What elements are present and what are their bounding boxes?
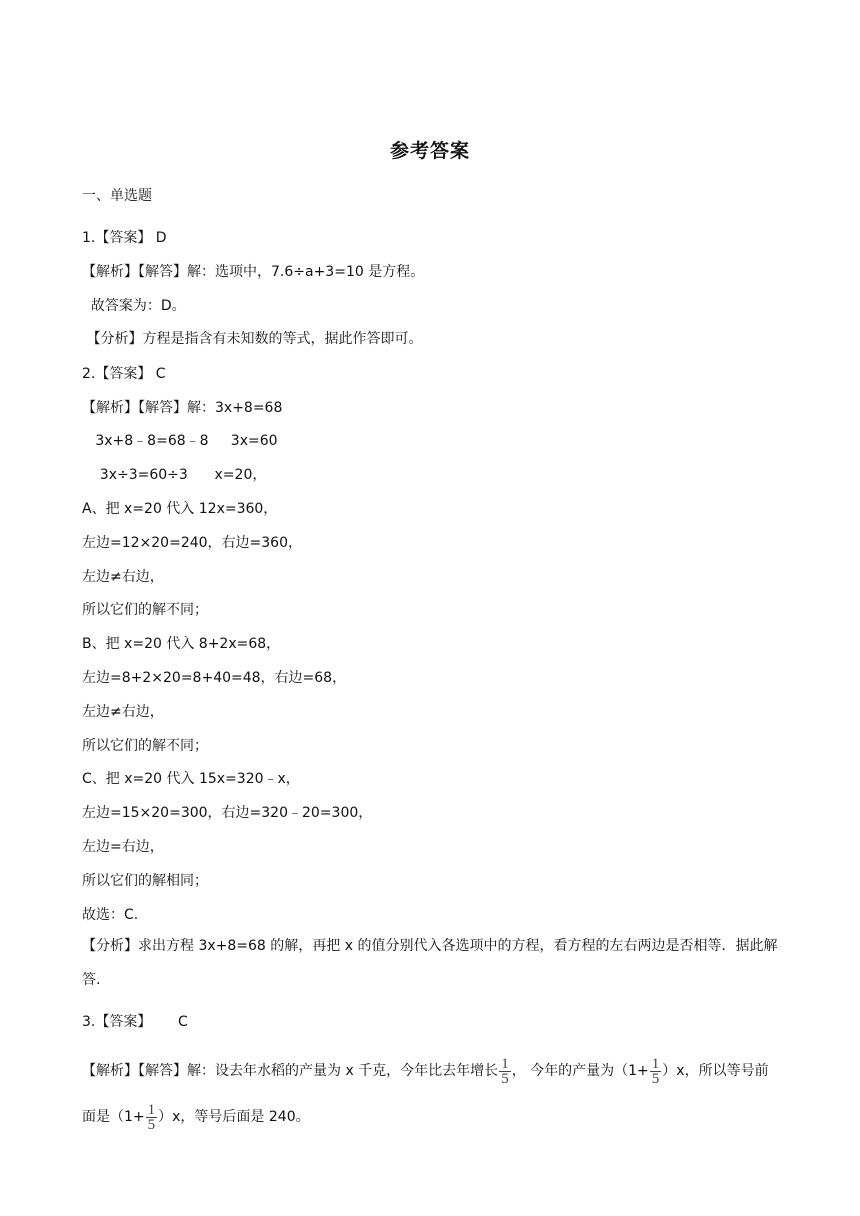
fraction-numerator: 1 <box>501 1055 509 1072</box>
q2-line: 所以它们的解不同； <box>82 602 208 618</box>
q3-analysis-part: ）x，所以等号前面是（1+ <box>82 1063 769 1125</box>
q2-line: 3x÷3=60÷3 x=20， <box>82 467 267 483</box>
q2-line: 左边=8+2×20=8+40=48，右边=68， <box>82 670 347 686</box>
q3-answer: 3.【答案】 C <box>82 1014 188 1030</box>
q1-analysis: 【解析】【解答】解：选项中，7.6÷a+3=10 是方程。 <box>82 264 425 280</box>
fraction-denominator: 5 <box>651 1070 660 1087</box>
page-title: 参考答案 <box>389 140 470 162</box>
q2-line: 左边=12×20=240，右边=360， <box>82 535 302 551</box>
fraction-denominator: 5 <box>501 1070 509 1087</box>
q2-line: 【解析】【解答】解：3x+8=68 <box>82 400 283 416</box>
q3-analysis-part: ， 今年的产量为（1+ <box>511 1063 649 1079</box>
fraction-one-fifth <box>146 1103 158 1132</box>
q3-analysis-part: ）x，等号后面是 240。 <box>158 1109 310 1125</box>
q2-line: 左边=15×20=300，右边=320﹣20=300， <box>82 805 373 821</box>
q1-answer: 1.【答案】 D <box>82 230 167 246</box>
fraction-numerator: 1 <box>147 1101 156 1118</box>
q2-line: 所以它们的解不同； <box>82 738 208 754</box>
q2-line: 所以它们的解相同； <box>82 873 208 889</box>
q2-line: 3x+8﹣8=68﹣8 3x=60 <box>82 433 278 449</box>
q2-line: A、把 x=20 代入 12x=360， <box>82 501 278 517</box>
q3-analysis <box>82 1048 782 1140</box>
q2-analysis: 【分析】求出方程 3x+8=68 的解，再把 x 的值分别代入各选项中的方程，看方程的左右两边是否相等．据此解答. <box>82 938 778 988</box>
fraction-denominator: 5 <box>147 1116 156 1133</box>
q1-conclusion: 故答案为：D。 <box>82 298 186 314</box>
q2-line: B、把 x=20 代入 8+2x=68， <box>82 636 281 652</box>
fraction-one-fifth <box>499 1057 511 1086</box>
q2-line: 左边≠右边， <box>82 704 164 720</box>
q2-answer: 2.【答案】 C <box>82 366 166 382</box>
q2-line: 左边≠右边， <box>82 569 164 585</box>
q1-explanation: 【分析】方程是指含有未知数的等式，据此作答即可。 <box>82 331 423 347</box>
q2-line: 故选：C. <box>82 907 139 923</box>
section-heading: 一、单选题 <box>82 188 152 204</box>
fraction-one-fifth <box>650 1057 662 1086</box>
q2-line: C、把 x=20 代入 15x=320﹣x， <box>82 771 300 787</box>
fraction-numerator: 1 <box>651 1055 660 1072</box>
q2-line: 左边=右边， <box>82 839 164 855</box>
q3-analysis-part: 【解析】【解答】解：设去年水稻的产量为 x 千克，今年比去年增长 <box>82 1063 499 1079</box>
